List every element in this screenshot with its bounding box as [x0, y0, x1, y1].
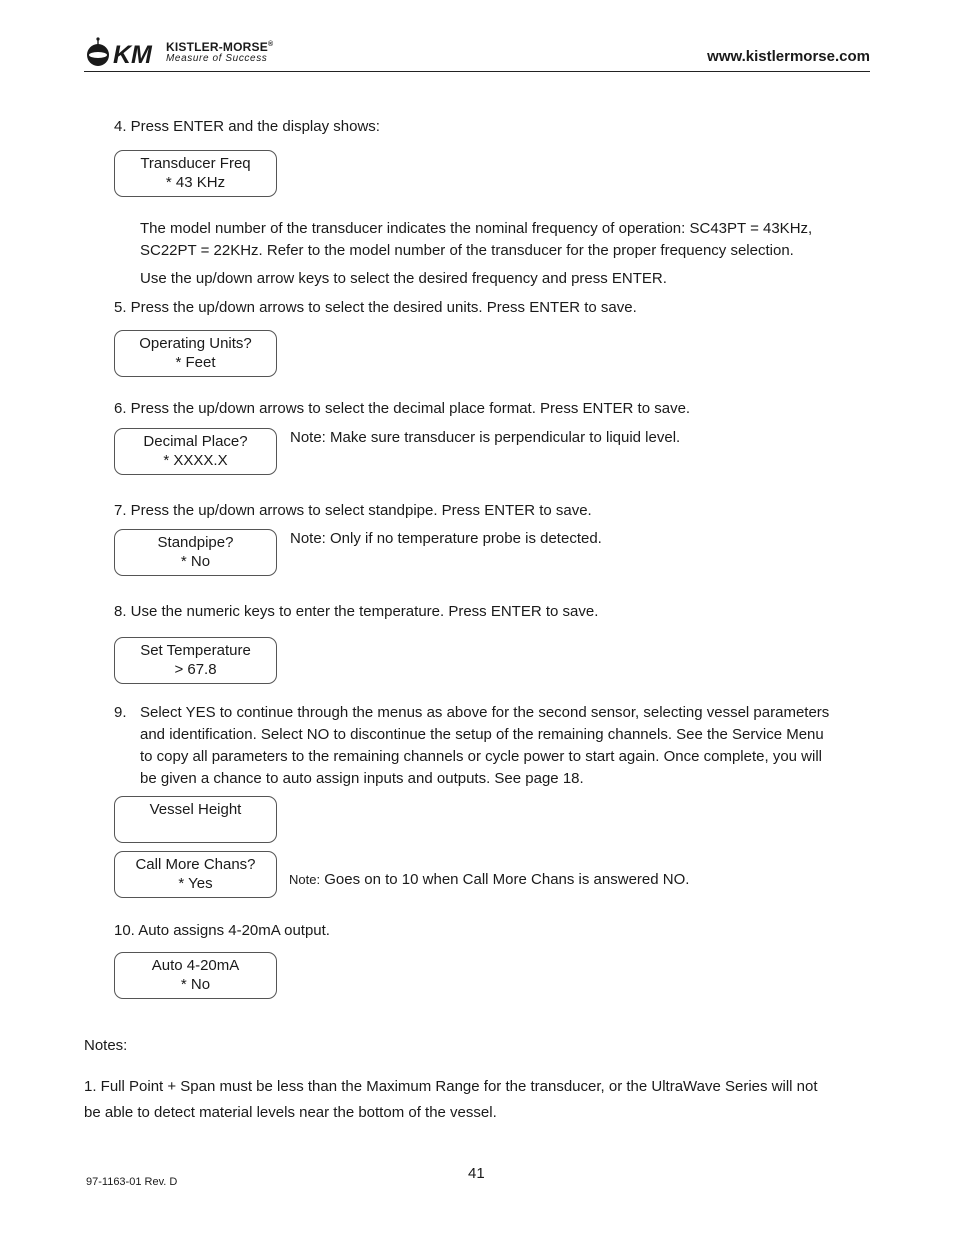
display-operating-units — [114, 330, 277, 377]
display-transducer-freq — [114, 150, 277, 197]
display-standpipe — [114, 529, 277, 576]
brand-tagline: Measure of Success — [166, 53, 268, 64]
step-7-note: Note: Only if no temperature probe is detected. — [290, 530, 602, 547]
display-line: * Yes — [178, 875, 213, 892]
display-set-temperature — [114, 637, 277, 684]
display-line: * No — [180, 976, 211, 993]
display-line: Transducer Freq — [140, 155, 251, 172]
step-7-text: 7. Press the up/down arrows to select standpipe. Press ENTER to save. — [114, 502, 592, 519]
display-line: * XXXX.X — [163, 452, 228, 469]
step-5-text: 5. Press the up/down arrows to select the desired units. Press ENTER to save. — [114, 299, 637, 316]
display-line: > 67.8 — [174, 661, 217, 678]
display-line: * No — [180, 553, 211, 570]
step-9-line: be given a chance to auto assign inputs and outputs. See page 18. — [140, 770, 584, 787]
display-decimal-place — [114, 428, 277, 475]
step-4-para-line: The model number of the transducer indicates the nominal frequency of operation: SC43PT = 43KHz, — [140, 220, 813, 237]
header-divider — [84, 71, 870, 72]
display-line: * 43 KHz — [165, 174, 226, 191]
website-link[interactable]: www.kistlermorse.com — [707, 48, 870, 65]
note-text: Goes on to 10 when Call More Chans is answered NO. — [320, 871, 690, 888]
display-auto-4-20ma — [114, 952, 277, 999]
notes-item-line: be able to detect material levels near the bottom of the vessel. — [84, 1104, 497, 1121]
display-line: Vessel Height — [149, 801, 242, 818]
notes-item-line: 1. Full Point + Span must be less than the Maximum Range for the transducer, or the UltraWave Series will not — [84, 1078, 818, 1095]
step-10-text: 10. Auto assigns 4-20mA output. — [114, 922, 330, 939]
step-8-text: 8. Use the numeric keys to enter the temperature. Press ENTER to save. — [114, 603, 599, 620]
dish-icon — [87, 37, 109, 66]
step-6-note: Note: Make sure transducer is perpendicular to liquid level. — [290, 429, 681, 446]
note-label: Note: — [289, 872, 321, 887]
display-line: Standpipe? — [157, 534, 234, 551]
display-line: Operating Units? — [139, 335, 252, 352]
step-4-para-line: SC22PT = 22KHz. Refer to the model number of the transducer for the proper frequency selection. — [140, 242, 794, 259]
display-vessel-height — [114, 796, 277, 843]
page-number: 41 — [468, 1165, 485, 1182]
step-4-para-2: Use the up/down arrow keys to select the desired frequency and press ENTER. — [140, 270, 667, 287]
step-9-line: Select YES to continue through the menus as above for the second sensor, selecting vessel parameters — [140, 704, 830, 721]
display-line: * Feet — [175, 354, 216, 371]
step-9-note — [289, 869, 689, 891]
document-number: 97-1163-01 Rev. D — [86, 1176, 178, 1188]
brand-name: KISTLER-MORSE® — [166, 40, 274, 54]
display-line: Auto 4-20mA — [151, 957, 240, 974]
step-9-line: and identification. Select NO to discontinue the setup of the remaining channels. See the Service Menu — [140, 726, 824, 743]
step-9-number: 9. — [114, 704, 127, 721]
step-4-text: 4. Press ENTER and the display shows: — [114, 118, 380, 135]
step-9-line: to copy all parameters to the remaining channels or cycle power to start again. Once complete, you will — [140, 748, 823, 765]
display-line: Call More Chans? — [135, 856, 256, 873]
step-6-text: 6. Press the up/down arrows to select the decimal place format. Press ENTER to save. — [114, 400, 691, 417]
display-line: Set Temperature — [140, 642, 251, 659]
display-line: Decimal Place? — [143, 433, 248, 450]
display-call-more-chans — [114, 851, 277, 898]
logo-mark: KM — [113, 41, 152, 69]
notes-heading: Notes: — [84, 1037, 128, 1054]
